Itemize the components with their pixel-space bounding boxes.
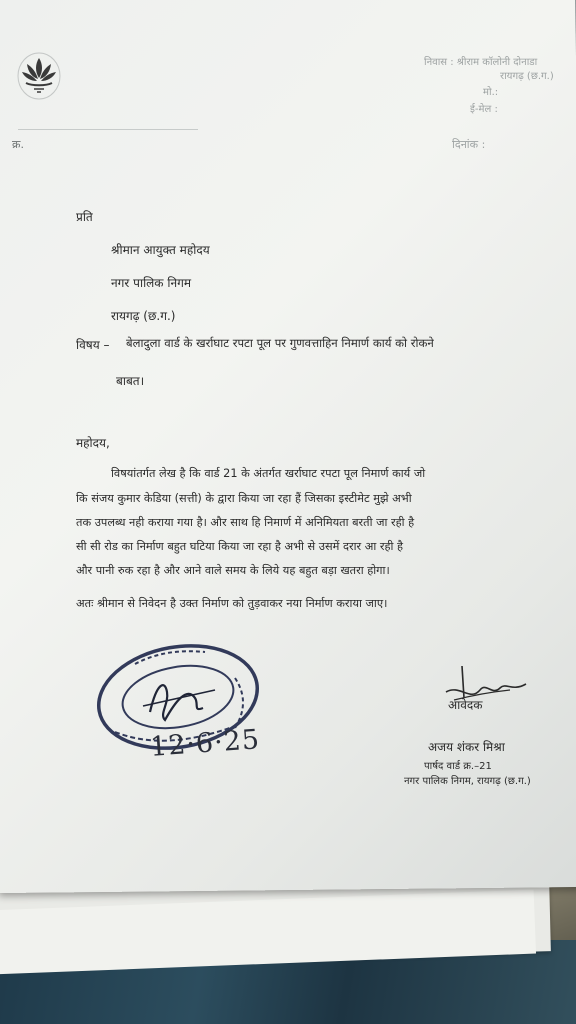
recipient-line-1: श्रीमान आयुक्त महोदय: [111, 243, 210, 257]
applicant-label: आवेदक: [448, 698, 483, 712]
ref-label: क्र.: [12, 138, 24, 151]
subject-label: विषय –: [76, 338, 110, 352]
header-rule: [18, 129, 198, 130]
body-line-3: तक उपलब्ध नही कराया गया है। और साथ हि निमार्ण में अनिमियता बरती जा रही है: [76, 516, 415, 529]
address-line-1: निवास : श्रीराम कॉलोनी दोनाडा: [424, 57, 538, 68]
subject-line-1: बेलादुला वार्ड के खर्राघाट रपटा पूल पर गुणवत्ताहिन निमार्ण कार्य को रोकने: [126, 336, 434, 350]
recipient-line-3: रायगढ़ (छ.ग.): [111, 309, 176, 323]
subject-line-2: बाबत।: [116, 374, 145, 388]
salutation: महोदय,: [76, 436, 110, 450]
stamp-date: 12·6·25: [149, 724, 262, 763]
body-line-5: और पानी रुक रहा है और आने वाले समय के लिये यह बहुत बड़ा खतरा होगा।: [76, 564, 390, 577]
address-line-2: रायगढ़ (छ.ग.): [500, 71, 554, 82]
prati-label: प्रति: [76, 210, 93, 224]
signatory-name: अजय शंकर मिश्रा: [428, 740, 505, 754]
recipient-line-2: नगर पालिक निगम: [111, 276, 192, 290]
body-line-4: सी सी रोड का निर्माण बहुत घटिया किया जा रहा है अभी से उसमें दरार आ रही है: [76, 540, 403, 553]
body-line-2: कि संजय कुमार केडिया (सत्ती) के द्वारा किया जा रहा हैं जिसका इस्टीमेट मुझे अभी: [76, 492, 412, 505]
signatory-designation: पार्षद वार्ड क्र.–21: [424, 761, 492, 772]
date-label: दिनांक :: [452, 138, 486, 151]
address-line-3: मो.:: [483, 87, 499, 98]
body-line-1: विषयांतर्गत लेख है कि वार्ड 21 के अंतर्गत खर्राघाट रपटा पूल निमार्ण कार्य जो: [111, 467, 426, 480]
lotus-logo-icon: [16, 52, 62, 102]
signatory-office: नगर पालिक निगम, रायगढ़ (छ.ग.): [404, 776, 531, 787]
address-line-4: ई-मेल :: [470, 104, 498, 115]
body-line-6: अतः श्रीमान से निवेदन है उक्त निर्माण को तुड़वाकर नया निर्माण कराया जाए।: [76, 597, 388, 610]
